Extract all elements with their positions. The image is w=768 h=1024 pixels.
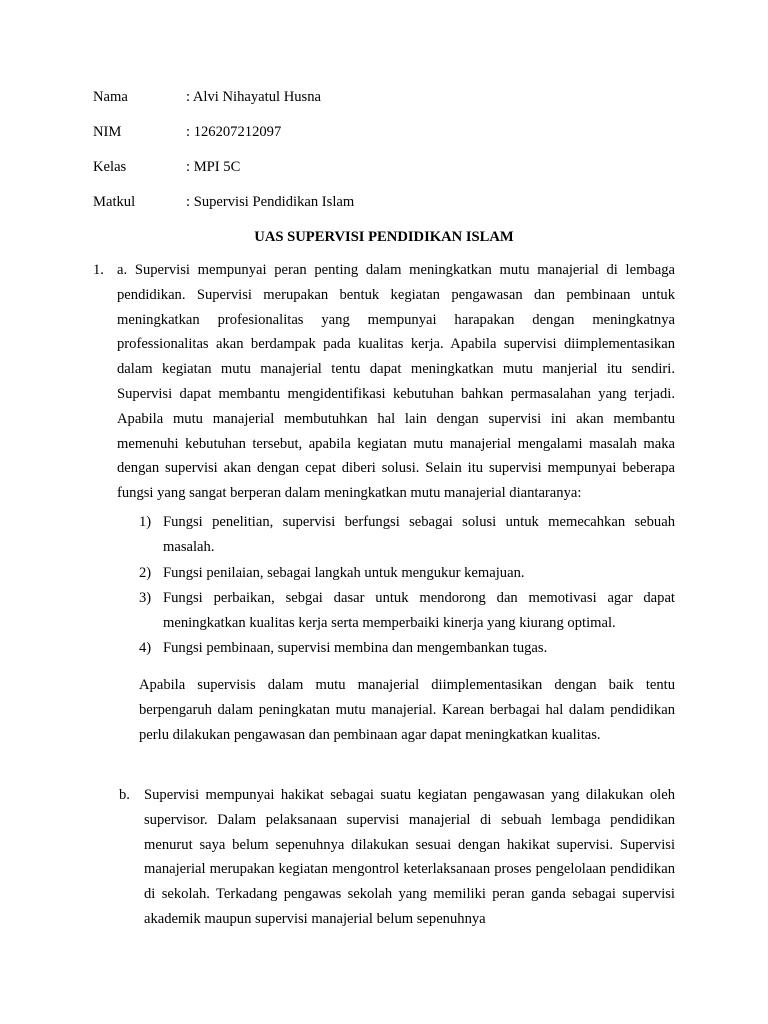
function-number: 4) [139, 640, 152, 656]
header-value: : Supervisi Pendidikan Islam [186, 194, 355, 210]
header-value: : 126207212097 [186, 124, 282, 140]
function-item: Fungsi pembinaan, supervisi membina dan mengembankan tugas. [163, 640, 548, 656]
conclusion-paragraph: Apabila supervisis dalam mutu manajerial diimplementasikan dengan baik tentu berpengaruh dalam peningkatan mutu manajerial. Karean berbagai hal dalam pendidikan perlu dilakukan pengawasan dan pembinaan agar dapat meningkatkan kualitas. [139, 677, 675, 743]
header-label: Kelas [93, 159, 127, 175]
header-label: Nama [93, 89, 128, 105]
header-value: : MPI 5C [186, 159, 241, 175]
function-item: Fungsi perbaikan, sebgai dasar untuk mendorong dan memotivasi agar dapat meningkatkan kualitas kerja serta memperbaiki kinerja yang kiurang optimal. [163, 590, 675, 631]
function-number: 3) [139, 590, 152, 606]
function-item: Fungsi penilaian, sebagai langkah untuk mengukur kemajuan. [163, 565, 525, 581]
function-number: 2) [139, 565, 152, 581]
header-label: Matkul [93, 194, 136, 210]
answer-a-paragraph: a. Supervisi mempunyai peran penting dalam meningkatkan mutu manajerial di lembaga pendidikan. Supervisi merupakan bentuk kegiatan pengawasan dan pembinaan untuk meningkatkan profesionalitas yang mempunyai harapakan dengan meningkatnya professionalitas akan berdampak pada kualitas kerja. Apabila supervisi diimplementasikan dalam kegiatan mutu manajerial tentu dapat meningkatkan mutu manjerial itu sendiri. Supervisi dapat membantu mengidentifikasi kebutuhan bahkan permasalahan yang terjadi. Apabila mutu manajerial membutuhkan hal lain dengan supervisi ini akan membantu memenuhi kebutuhan tersebut, apabila kegiatan mutu manajerial mengalami masalah maka dengan supervisi akan dengan cepat diberi solusi. Selain itu supervisi mempunyai beberapa fungsi yang sangat berperan dalam meningkatkan mutu manajerial diantaranya: [117, 262, 675, 502]
header-row-nama [93, 87, 693, 107]
header-row-nim [93, 122, 693, 142]
answer-b-marker: b. [119, 787, 130, 803]
function-number: 1) [139, 514, 152, 530]
header-row-matkul [93, 192, 693, 212]
header-row-kelas [93, 157, 693, 177]
header-value: : Alvi Nihayatul Husna [186, 89, 321, 105]
question-number: 1. [93, 262, 104, 278]
function-item: Fungsi penelitian, supervisi berfungsi sebagai solusi untuk memecahkan sebuah masalah. [163, 514, 675, 555]
answer-b-paragraph: Supervisi mempunyai hakikat sebagai suatu kegiatan pengawasan yang dilakukan oleh supervisor. Dalam pelaksanaan supervisi manajerial di sebuah lembaga pendidikan menurut saya belum sepenuhnya dilakukan sesuai dengan hakikat supervisi. Supervisi manajerial merupakan kegiatan mengontrol keterlaksanaan proses pengelolaan pendidikan di sekolah. Terkadang pengawas sekolah yang memiliki peran ganda sebagai supervisi akademik maupun supervisi manajerial belum sepenuhnya [144, 787, 675, 927]
document-title: UAS SUPERVISI PENDIDIKAN ISLAM [254, 229, 514, 245]
header-label: NIM [93, 124, 122, 140]
